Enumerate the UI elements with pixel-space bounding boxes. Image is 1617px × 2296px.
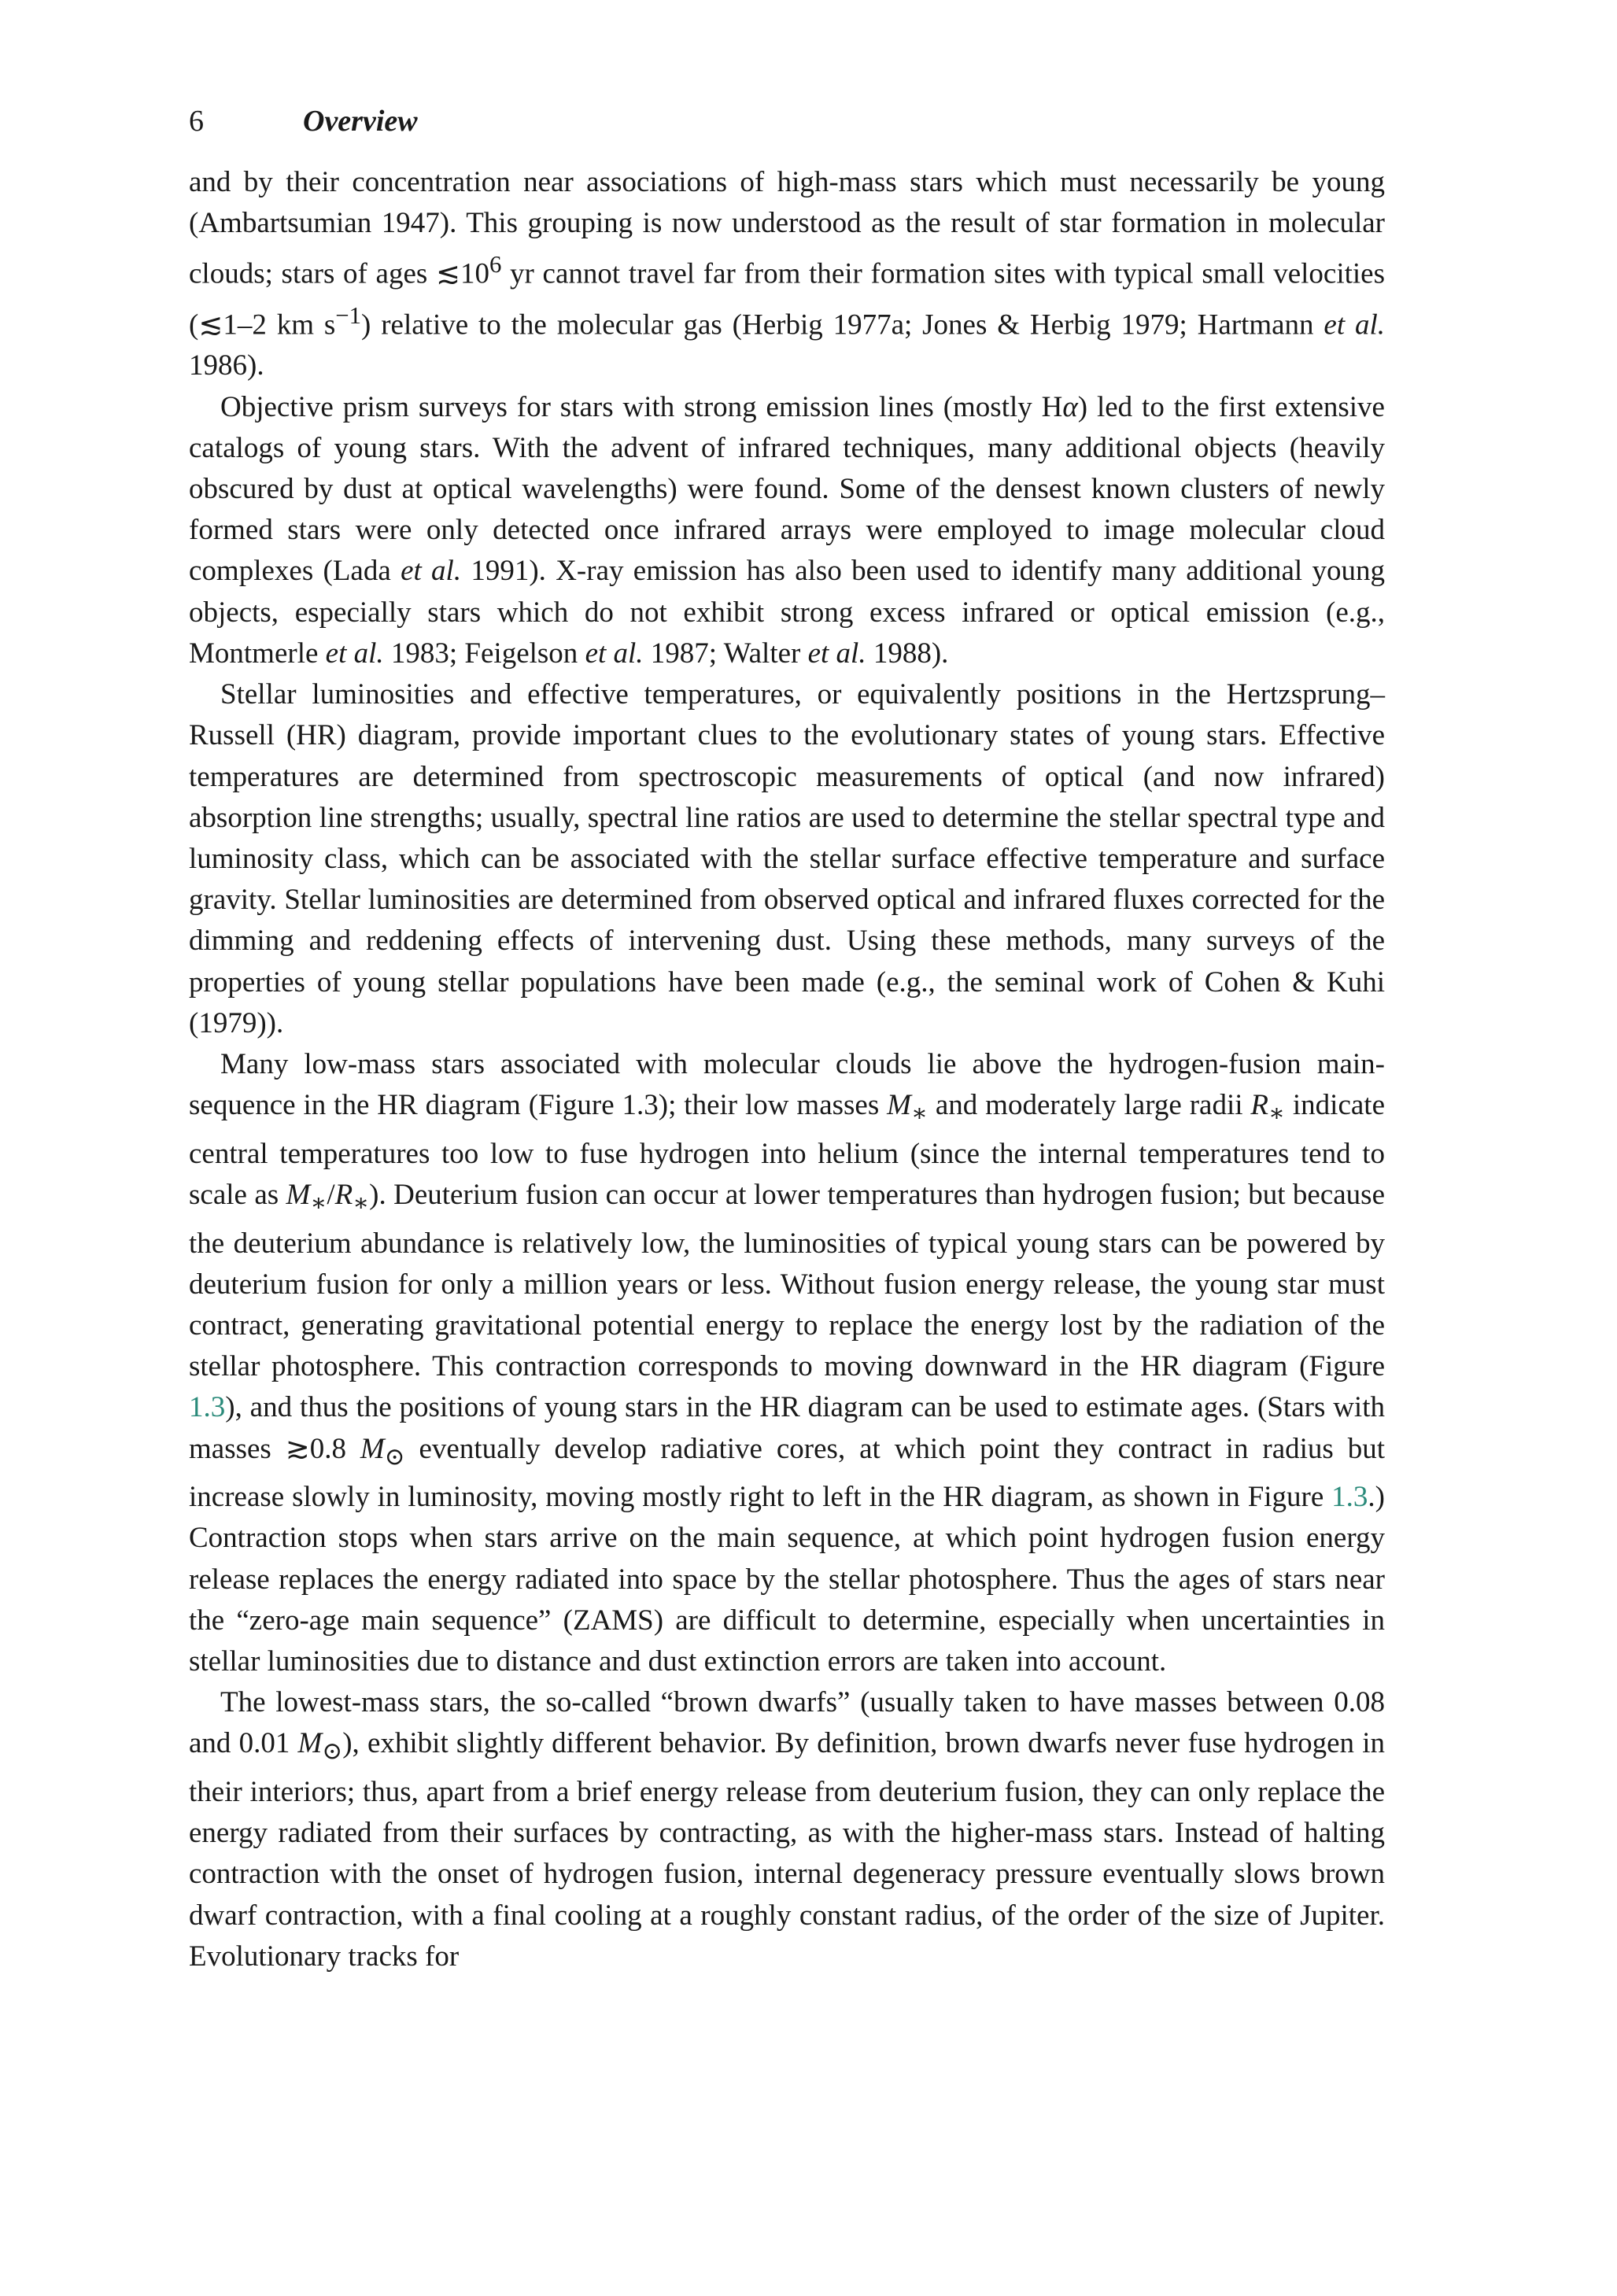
text: and moderately large radii xyxy=(927,1089,1251,1122)
text: 1991). X-ray emission has also been used to identify many additional young objects, especially stars which do not exhibit strong excess infrared or optical emission (e.g., Montmerle xyxy=(189,555,1385,670)
math-sun: ⊙ xyxy=(322,1737,343,1765)
math-M: M xyxy=(297,1727,323,1760)
text: yr cannot travel far from their formation sites with typical small velocities ( xyxy=(189,257,1385,341)
math-M: M xyxy=(286,1178,311,1211)
math-le: ≲ xyxy=(435,257,460,290)
math-exp: −1 xyxy=(335,301,362,329)
text: 1983; Feigelson xyxy=(383,637,585,670)
text: ), and thus the positions of young stars in the HR diagram can be used to estimate ages. (Stars with masses xyxy=(189,1391,1385,1465)
math-alpha: α xyxy=(1062,390,1078,423)
text: 1987; Walter xyxy=(643,637,808,670)
math-M: M xyxy=(360,1432,385,1465)
math-ge: ≳0.8 xyxy=(285,1432,360,1465)
text: The lowest-mass stars, the so-called “brown dwarfs” (usually taken to have masses between 0.08 and 0.01 xyxy=(189,1686,1385,1760)
et-al: et al. xyxy=(401,555,462,588)
math-R: R xyxy=(334,1178,353,1211)
text: ) led to the first extensive catalogs of young stars. With the advent of infrared techniques, many additional objects (heavily obscured by dust at optical wavelengths) were found. Some of the densest known clusters of newly formed stars were only detected once infrared arrays were employed to image molecular cloud complexes (Lada xyxy=(189,390,1385,588)
page-number: 6 xyxy=(189,105,204,138)
math-exp: 6 xyxy=(489,251,502,279)
paragraph-3: Stellar luminosities and effective temperatures, or equivalently positions in the Hertzsprung–Russell (HR) diagram, provide important clues to the evolutionary states of young stars. Effective temperatures are determined from spectroscopic measurements of optical (and now infrared) absorption line strengths; usually, spectral line ratios are used to determine the stellar spectral type and luminosity class, which can be associated with the stellar surface effective temperature and surface gravity. Stellar luminosities are determined from observed optical and infrared fluxes corrected for the dimming and reddening effects of intervening dust. Using these methods, many surveys of the properties of young stellar populations have been made (e.g., the seminal work of Cohen & Kuhi (1979)). xyxy=(189,678,1385,1039)
math-sub: ∗ xyxy=(910,1099,928,1127)
et-al: et al. xyxy=(1324,308,1386,341)
text: 1988). xyxy=(866,637,949,670)
paragraph-2 xyxy=(189,387,1385,674)
paragraph-4 xyxy=(189,1044,1385,1682)
math-slash: / xyxy=(327,1178,335,1211)
paragraph-1 xyxy=(189,162,1385,387)
math-sub: ∗ xyxy=(353,1189,370,1216)
text: eventually develop radiative cores, at which point they contract in radius but increase slowly in luminosity, moving mostly right to left in the HR diagram, as shown in Figure xyxy=(189,1432,1385,1514)
figure-link[interactable]: 1.3 xyxy=(189,1391,226,1424)
math-sub: ∗ xyxy=(1268,1099,1285,1127)
text: 1986). xyxy=(189,349,264,382)
text: ), exhibit slightly different behavior. By definition, brown dwarfs never fuse hydrogen in their interiors; thus, apart from a brief energy release from deuterium fusion, they can only replace the energy radiated from their surfaces by contracting, as with the higher-mass stars. Instead of halting contraction with the onset of hydrogen fusion, internal degeneracy pressure eventually slows brown dwarf contraction, with a final cooling at a roughly constant radius, of the order of the size of Jupiter. Evolutionary tracks for xyxy=(189,1727,1385,1973)
math-velocity: ≲1–2 km s xyxy=(198,308,336,341)
text: indicate central temperatures too low to fuse hydrogen into helium (since the internal temperatures tend to scale as xyxy=(189,1089,1386,1211)
figure-link[interactable]: 1.3 xyxy=(1331,1481,1368,1514)
et-al: et al. xyxy=(325,637,384,670)
text: Objective prism surveys for stars with strong emission lines (mostly H xyxy=(220,390,1063,423)
chapter-title: Overview xyxy=(303,105,418,138)
et-al: et al. xyxy=(585,637,644,670)
page xyxy=(189,102,1385,1977)
math-sub: ∗ xyxy=(310,1189,327,1216)
text: and by their concentration near associations of high-mass stars which must necessarily be young (Ambartsumian 1947). This grouping is now understood as the result of star formation in molecular clouds; stars of ages xyxy=(189,166,1385,290)
et-al: et al. xyxy=(807,637,866,670)
text: ). Deuterium fusion can occur at lower temperatures than hydrogen fusion; but because the deuterium abundance is relatively low, the luminosities of typical young stars can be powered by deuterium fusion for only a million years or less. Without fusion energy release, the young star must contract, generating gravitational potential energy to replace the energy lost by the radiation of the stellar photosphere. This contraction corresponds to moving downward in the HR diagram (Figure xyxy=(189,1178,1385,1383)
math-base: 10 xyxy=(460,257,489,290)
paragraph-5 xyxy=(189,1682,1385,1977)
text: .) Contraction stops when stars arrive on the main sequence, at which point hydrogen fusion energy release replaces the energy radiated into space by the stellar photosphere. Thus the ages of stars near the “zero-age main sequence” (ZAMS) are difficult to determine, especially when uncertainties in stellar luminosities due to distance and dust extinction errors are taken into account. xyxy=(189,1481,1385,1678)
text: ) relative to the molecular gas (Herbig 1977a; Jones & Herbig 1979; Hartmann xyxy=(361,308,1324,341)
text: Many low-mass stars associated with molecular clouds lie above the hydrogen-fusion main-sequence in the HR diagram (Figure 1.3); their low masses xyxy=(189,1047,1385,1122)
math-R: R xyxy=(1250,1089,1269,1122)
running-head xyxy=(189,102,1385,140)
math-sun: ⊙ xyxy=(384,1442,405,1470)
math-M: M xyxy=(887,1089,911,1122)
